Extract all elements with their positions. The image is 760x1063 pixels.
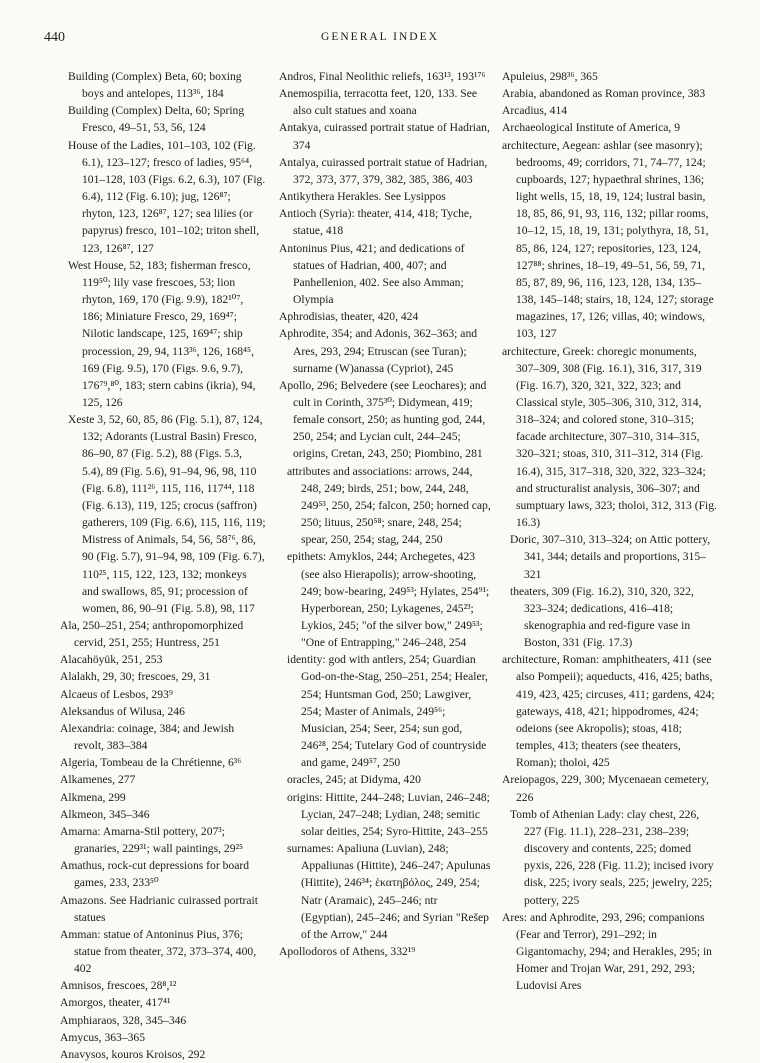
index-entry: Archaeological Institute of America, 9 bbox=[502, 121, 681, 135]
index-entry: Alacahöyük, 251, 253 bbox=[60, 653, 163, 667]
index-subentry: surnames: Apaliuna (Luvian), 248; Appaliunas (Hittite), 246–247; Apulunas (Hittite), 246³⁴; ἑκατηβόλος, 249, 254; Natr (Aramaic), 245–246; ntr (Egyptian), 245–246; and Syrian "Rešep of the Arrow," 244 bbox=[287, 842, 491, 941]
index-subentry: oracles, 245; at Didyma, 420 bbox=[287, 773, 421, 787]
index-entry: Amarna: Amarna-Stil pottery, 207³; granaries, 229³¹; wall paintings, 29²⁵ bbox=[60, 824, 244, 856]
index-entry: Apollodoros of Athens, 332¹⁹ bbox=[279, 944, 416, 958]
index-subentry: Tomb of Athenian Lady: clay chest, 226, 227 (Fig. 11.1), 228–231, 238–239; discovery and contents, 225; domed pyxis, 226, 228 (Fig. 11.2); incised ivory disk, 225; ivory seals, 225; jewelry, 225; pottery, 225 bbox=[510, 807, 714, 907]
index-entry: Alalakh, 29, 30; frescoes, 29, 31 bbox=[60, 670, 211, 684]
index-column-1 bbox=[60, 68, 266, 1063]
index-entry: Amman: statue of Antoninus Pius, 376; statue from theater, 372, 373–374, 400, 402 bbox=[60, 927, 257, 976]
index-entry: Areiopagos, 229, 300; Mycenaean cemetery, 226 bbox=[502, 773, 709, 804]
index-entry: architecture, Aegean: ashlar (see masonry); bedrooms, 49; corridors, 71, 74–77, 124; cupboards, 127; hypaethral shrines, 136; light wells, 15, 18, 19, 124; lustral basin, 18, 85, 86, 91, 93, 116, 132; pillar rooms, 10–12, 15, 18, 19, 131; polythyra, 18, 51, 85, 86, 124, 127; repositories, 123, 124, 127⁸⁸; shrines, 18–19, 49–51, 56, 59, 71, 85, 87, 89, 96, 116, 123, 128, 134, 135–138, 145–148; stairs, 18, 124, 127; storage magazines, 17, 126; villas, 40; windows, 103, 127 bbox=[502, 138, 714, 341]
index-entry: Amathus, rock-cut depressions for board games, 233, 233⁵⁰ bbox=[60, 859, 249, 890]
index-entry: Alcaeus of Lesbos, 293⁹ bbox=[60, 687, 173, 701]
index-subentry: Doric, 307–310, 313–324; on Attic pottery, 341, 344; details and proportions, 315–321 bbox=[510, 533, 711, 581]
index-entry: Alkamenes, 277 bbox=[60, 773, 136, 787]
index-entry: Algeria, Tombeau de la Chrétienne, 6³⁶ bbox=[60, 756, 242, 770]
index-entry: Amorgos, theater, 417⁴¹ bbox=[60, 996, 171, 1010]
index-entry: Aphrodisias, theater, 420, 424 bbox=[279, 310, 419, 324]
index-entry: Arabia, abandoned as Roman province, 383 bbox=[502, 87, 706, 101]
index-entry: Ala, 250–251, 254; anthropomorphized cervid, 251, 255; Huntress, 251 bbox=[60, 619, 244, 650]
index-entry: Antakya, cuirassed portrait statue of Hadrian, 374 bbox=[279, 121, 490, 152]
index-entry: Antikythera Herakles. See Lysippos bbox=[279, 190, 446, 204]
index-entry: Anemospilia, terracotta feet, 120, 133. See also cult statues and xoana bbox=[279, 87, 477, 118]
index-entry: Ares: and Aphrodite, 293, 296; companions (Fear and Terror), 291–292; in Gigantomachy, 294; and Herakles, 295; in Homer and Trojan War, 291, 292, 293; Ludovisi Ares bbox=[502, 910, 712, 993]
index-entry: Antoninus Pius, 421; and dedications of statues of Hadrian, 400, 407; and Panhellenion, 402. See also Amman; Olympia bbox=[279, 241, 465, 307]
index-subentry: origins: Hittite, 244–248; Luvian, 246–248; Lycian, 247–248; Lydian, 248; semitic solar deities, 254; Syro-Hittite, 243–255 bbox=[287, 790, 490, 838]
index-column-2 bbox=[279, 68, 491, 960]
index-entry: Amycus, 363–365 bbox=[60, 1030, 146, 1044]
index-column-3 bbox=[502, 68, 718, 994]
index-subentry: Building (Complex) Delta, 60; Spring Fresco, 49–51, 53, 56, 124 bbox=[68, 104, 245, 135]
index-entry: Apuleius, 298³⁶, 365 bbox=[502, 70, 598, 83]
index-subentry: epithets: Amyklos, 244; Archegetes, 423 (see also Hierapolis); arrow-shooting, 249; bow-bearing, 249⁵³; Hylates, 254⁹¹; Hyperborean, 250; Lykagenes, 245²³; Lykios, 245; "of the silver bow," 249⁵³; "One of Entrapping," 246–248, 254 bbox=[287, 550, 490, 650]
index-entry: Amazons. See Hadrianic cuirassed portrait statues bbox=[60, 893, 258, 924]
index-entry: Amphiaraos, 328, 345–346 bbox=[60, 1013, 187, 1027]
index-subentry: West House, 52, 183; fisherman fresco, 119⁵⁰; lily vase frescoes, 53; lion rhyton, 169, 170 (Fig. 9.9), 182¹⁰⁷, 186; Miniature Fresco, 29, 169⁴⁷; Nilotic landscape, 125, 169⁴⁷; ship procession, 29, 94, 113³⁶, 126, 168⁴⁵, 169 (Fig. 9.5), 170 (Figs. 9.6, 9.7), 176⁷⁹,⁸⁰, 183; stern cabins (ikria), 94, 125, 126 bbox=[68, 258, 256, 409]
index-entry: Arcadius, 414 bbox=[502, 104, 568, 118]
index-entry: Antalya, cuirassed portrait statue of Hadrian, 372, 373, 377, 379, 382, 385, 386, 403 bbox=[279, 155, 488, 186]
running-title: GENERAL INDEX bbox=[321, 31, 439, 43]
index-entry: Alkmena, 299 bbox=[60, 790, 126, 804]
index-subentry: theaters, 309 (Fig. 16.2), 310, 320, 322, 323–324; dedications, 416–418; skenographia and red-figure vase in Boston, 331 (Fig. 17.3) bbox=[510, 584, 694, 650]
index-subentry: House of the Ladies, 101–103, 102 (Fig. 6.1), 123–127; fresco of ladies, 95⁶⁴, 101–128, 103 (Figs. 6.2, 6.3), 107 (Fig. 6.4), 112 (Fig. 6.10); jug, 126⁸⁷; rhyton, 123, 126⁸⁷, 127; sea lilies (or papyrus) fresco, 101–102; triton shell, 123, 126⁸⁷, 127 bbox=[68, 138, 266, 255]
index-subentry: identity: god with antlers, 254; Guardian God-on-the-Stag, 250–251, 254; Healer, 254; Huntsman God, 250; Lawgiver, 254; Master of Animals, 249⁵⁶; Musician, 254; Seer, 254; sun god, 246²⁸, 254; Tutelary God of countryside and game, 249⁵⁷, 250 bbox=[287, 653, 488, 770]
index-entry: Aphrodite, 354; and Adonis, 362–363; and Ares, 293, 294; Etruscan (see Turan); surname (W)anassa (Cypriot), 245 bbox=[279, 327, 478, 375]
index-entry: Apollo, 296; Belvedere (see Leochares); and cult in Corinth, 375³⁰; Didymean, 419; female consort, 250; as hunting god, 244, 250, 254; and Lycian cult, 244–245; origins, Cretan, 243, 250; Piombino, 281 bbox=[279, 378, 487, 461]
page-number: 440 bbox=[44, 30, 65, 45]
index-entry: Alkmeon, 345–346 bbox=[60, 807, 150, 821]
page-header bbox=[44, 30, 716, 52]
index-entry: Antioch (Syria): theater, 414, 418; Tyche, statue, 418 bbox=[279, 207, 472, 238]
index-subentry: Xeste 3, 52, 60, 85, 86 (Fig. 5.1), 87, 124, 132; Adorants (Lustral Basin) Fresco, 86–90, 87 (Fig. 5.2), 88 (Figs. 5.3, 5.4), 89 (Fig. 5.6), 91–94, 96, 98, 110 (Fig. 6.8), 111²⁶, 115, 116, 117⁴⁴, 118 (Fig. 6.13), 119, 125; crocus (saffron) gatherers, 109 (Fig. 6.6), 115, 116, 119; Mistress of Animals, 54, 56, 58⁷⁶, 86, 90 (Fig. 5.7), 91–94, 98, 109 (Fig. 6.7), 110²⁵, 115, 122, 123, 132; monkeys and swallows, 85, 91; procession of women, 86, 90–91 (Fig. 5.8), 98, 117 bbox=[68, 413, 266, 615]
index-entry: Andros, Final Neolithic reliefs, 163¹³, 193¹⁷⁶ bbox=[279, 70, 486, 83]
index-entry: architecture, Greek: choregic monuments, 307–309, 308 (Fig. 16.1), 316, 317, 319 (Fig. 16.7), 320, 321, 322, 323; and Classical style, 305–306, 310, 312, 314, 318–324; and colored stone, 310–315; facade architecture, 307–310, 314–315, 320–321; stoas, 310, 311–312, 314 (Fig. 16.4), 315, 317–318, 320, 322, 323–324; and structuralist analysis, 306–307; and sumptuary laws, 323; tholoi, 312, 313 (Fig. 16.3) bbox=[502, 344, 717, 530]
index-entry: Amnisos, frescoes, 28⁸,¹² bbox=[60, 979, 177, 993]
index-entry: Anavysos, kouros Kroisos, 292 bbox=[60, 1047, 206, 1061]
index-entry: Aleksandus of Wilusa, 246 bbox=[60, 704, 185, 718]
index-entry: architecture, Roman: amphitheaters, 411 (see also Pompeii); aqueducts, 416, 425; baths, 419, 423, 425; circuses, 411; gardens, 424; gateways, 418, 421; hippodromes, 424; odeions (see Akropolis); stoas, 418; temples, 413; theaters (see theaters, Roman); tholoi, 425 bbox=[502, 653, 715, 770]
index-subentry: attributes and associations: arrows, 244, 248, 249; birds, 251; bow, 244, 248, 249⁵³, 250, 254; falcon, 250; horned cap, 250; lituus, 250⁵⁸; snare, 248, 254; spear, 250, 254; stag, 244, 250 bbox=[287, 464, 491, 547]
index-subentry: Building (Complex) Beta, 60; boxing boys and antelopes, 113³⁶, 184 bbox=[68, 70, 242, 101]
index-entry: Alexandria: coinage, 384; and Jewish revolt, 383–384 bbox=[60, 721, 235, 753]
